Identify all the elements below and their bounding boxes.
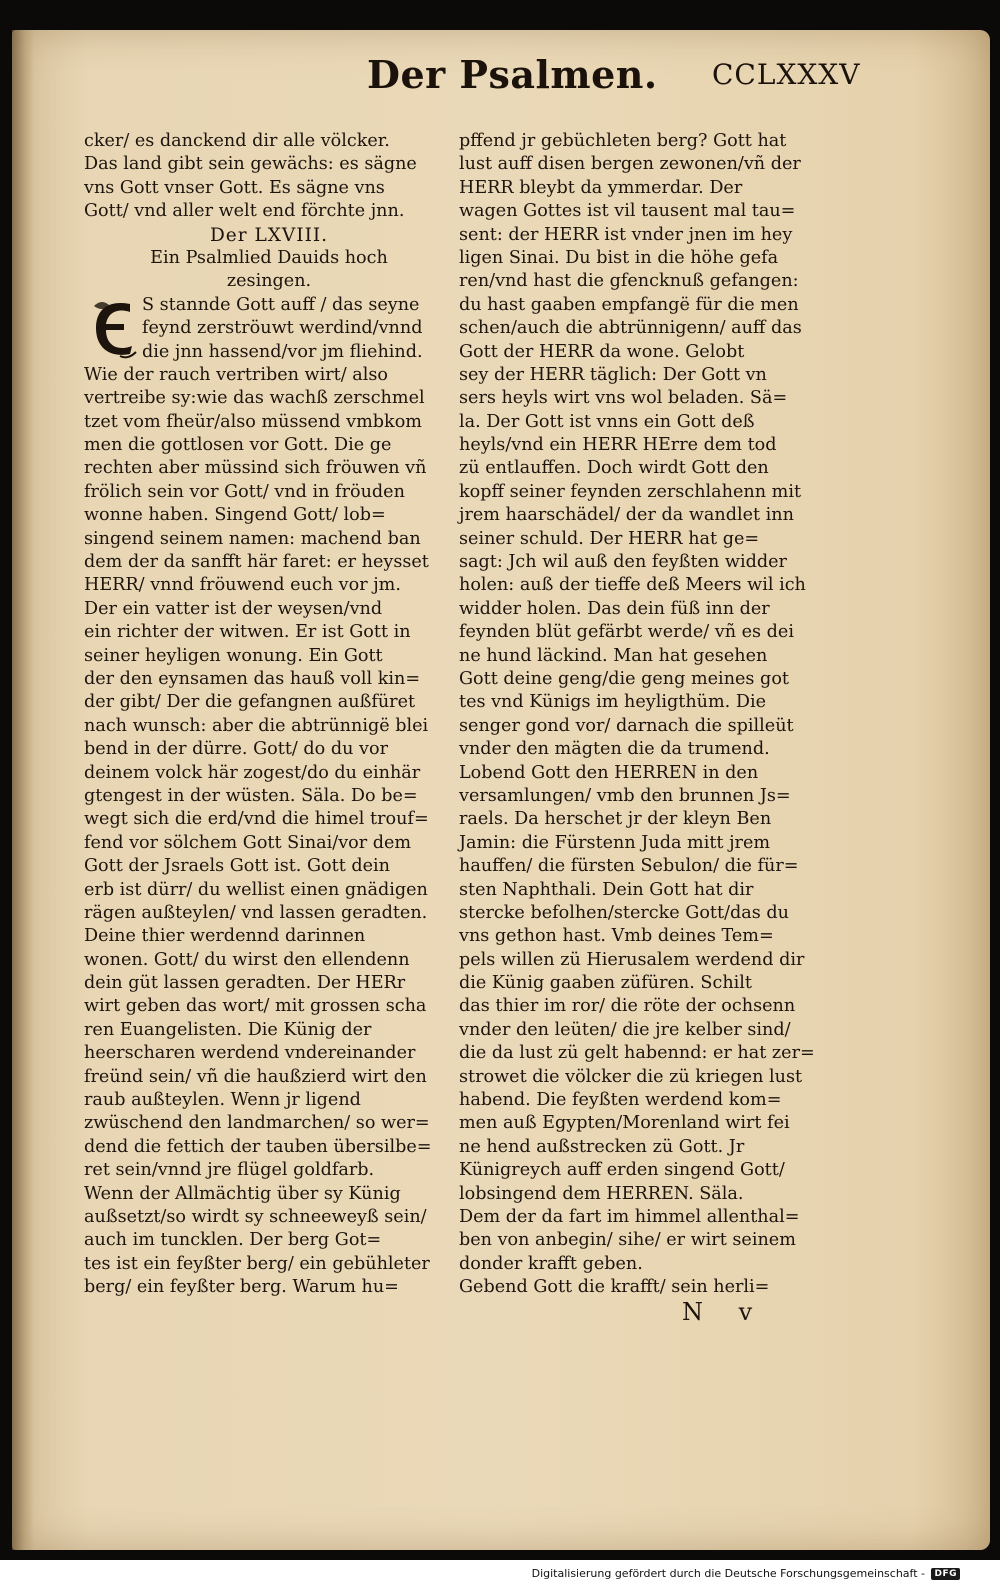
left-text-column (84, 130, 454, 1300)
text-line: deinem volck här zogest/do du einhär (84, 762, 421, 783)
text-line: sagt: Jch wil auß den feyßten widder (459, 552, 787, 573)
text-line: hauffen/ die fürsten Sebulon/ die für= (459, 856, 799, 877)
text-line: vns Gott vnser Gott. Es sägne vns (84, 177, 385, 198)
text-line: gtengest in der wüsten. Säla. Do be= (84, 785, 418, 806)
text-line: senger gond vor/ darnach die spilleüt (459, 715, 794, 736)
page-binding-shadow (12, 30, 34, 1550)
text-line: zü entlauffen. Doch wirdt Gott den (459, 458, 769, 479)
text-line: versamlungen/ vmb den brunnen Js= (459, 785, 791, 806)
text-line: widder holen. Das dein füß inn der (459, 598, 770, 619)
text-line: Gott der HERR da wone. Gelobt (459, 341, 745, 362)
text-line: berg/ ein feyßter berg. Warum hu= (84, 1277, 399, 1298)
text-line: HERR bleybt da ymmerdar. Der (459, 177, 743, 198)
right-text-column (459, 130, 829, 1300)
text-line: jrem haarschädel/ der da wandlet inn (459, 505, 794, 526)
text-line: donder krafft geben. (459, 1253, 643, 1274)
text-line: frölich sein vor Gott/ vnd in fröuden (84, 481, 405, 502)
text-line: men auß Egypten/Morenland wirt fei (459, 1113, 790, 1134)
text-line: HERR/ vnnd fröuwend euch vor jm. (84, 575, 401, 596)
text-line: ein richter der witwen. Er ist Gott in (84, 622, 411, 643)
text-line: pels willen zü Hierusalem werdend dir (459, 949, 805, 970)
text-line: singend seinem namen: machend ban (84, 528, 421, 549)
running-head-title: Der Psalmen. (367, 52, 658, 97)
psalm-title-line: zesingen. (226, 271, 312, 292)
text-line: der gibt/ Der die gefangnen außfüret (84, 692, 416, 713)
text-line: pffend jr gebüchleten berg? Gott hat (459, 131, 787, 151)
text-line: sent: der HERR ist vnder jnen im hey (459, 224, 793, 245)
text-line: dend die fettich der tauben übersilbe= (84, 1136, 432, 1157)
text-line: freünd sein/ vñ die haußzierd wirt den (84, 1066, 427, 1087)
text-line: vnder den leüten/ die jre kelber sind/ (459, 1019, 791, 1040)
text-line: wirt geben das wort/ mit grossen scha (84, 996, 427, 1017)
text-line: nach wunsch: aber die abtrünnigë blei (84, 715, 429, 736)
signature-mark: N v (682, 1298, 767, 1326)
text-line: Künigreych auff erden singend Gott/ (459, 1160, 785, 1181)
text-line: feynd zerströuwt werdind/vnnd (142, 318, 423, 339)
text-line: lobsingend dem HERREN. Säla. (459, 1183, 744, 1204)
decorated-initial-e-icon (90, 298, 138, 360)
text-line: Das land gibt sein gewächs: es sägne (84, 154, 417, 175)
text-line: Wenn der Allmächtig über sy Künig (84, 1183, 401, 1204)
text-line: das thier im ror/ die röte der ochsenn (459, 996, 796, 1017)
text-line: zwüschend den landmarchen/ so wer= (84, 1113, 430, 1134)
text-line: schen/auch die abtrünnigenn/ auff das (459, 318, 802, 339)
dfg-footer (532, 1567, 960, 1580)
text-line: Lobend Gott den HERREN in den (459, 762, 759, 783)
text-line: rägen außteylen/ vnd lassen geradten. (84, 902, 428, 923)
text-line: ne hund läckind. Man hat gesehen (459, 645, 768, 666)
text-line: rechten aber müssind sich fröuwen vñ (84, 458, 427, 479)
running-head (12, 52, 990, 112)
text-line: ren/vnd hast die gfencknuß gefangen: (459, 271, 799, 292)
text-line: dem der da sanfft här faret: er heysset (84, 552, 429, 573)
text-line: ligen Sinai. Du bist in die höhe gefa (459, 247, 779, 268)
text-line: vnder den mägten die da trumend. (459, 739, 770, 760)
text-line: du hast gaaben empfangë für die men (459, 294, 799, 315)
text-line: ne hend außstrecken zü Gott. Jr (459, 1136, 745, 1157)
text-line: dein güt lassen geradten. Der HERr (84, 973, 406, 994)
text-line: men die gottlosen vor Gott. Die ge (84, 435, 392, 456)
text-line: fend vor sölchem Gott Sinai/vor dem (84, 832, 412, 853)
text-line: la. Der Gott ist vnns ein Gott deß (459, 411, 755, 432)
text-line: raub außteylen. Wenn jr ligend (84, 1090, 361, 1111)
text-line: lust auff disen bergen zewonen/vñ der (459, 154, 801, 175)
text-line: vns gethon hast. Vmb deines Tem= (459, 926, 774, 947)
text-line: wonen. Gott/ du wirst den ellendenn (84, 949, 410, 970)
text-line: auch im tuncklen. Der berg Got= (84, 1230, 382, 1251)
text-line: seiner schuld. Der HERR hat ge= (459, 528, 760, 549)
text-line: strowet die völcker die zü kriegen lust (459, 1066, 803, 1087)
text-line: habend. Die feyßten werdend kom= (459, 1090, 782, 1111)
psalm-number: Der LXVIII. (209, 224, 329, 246)
text-line: stercke befolhen/stercke Gott/das du (459, 902, 789, 923)
book-page (12, 30, 990, 1550)
text-line: wagen Gottes ist vil tausent mal tau= (459, 201, 796, 222)
text-line: sey der HERR täglich: Der Gott vn (459, 364, 767, 385)
text-line: die Künig gaaben züfüren. Schilt (459, 973, 752, 994)
text-line: ren Euangelisten. Die Künig der (84, 1019, 372, 1040)
dfg-logo: DFG (931, 1568, 960, 1580)
text-line: Gott/ vnd aller welt end förchte jnn. (84, 201, 405, 222)
text-line: ret sein/vnnd jre flügel goldfarb. (84, 1160, 375, 1181)
text-line: Gebend Gott die krafft/ sein herli= (459, 1277, 770, 1298)
text-line: Wie der rauch vertriben wirt/ also (84, 364, 388, 385)
text-line: holen: auß der tieffe deß Meers wil ich (459, 575, 806, 596)
text-line: tes vnd Künigs im heyligthüm. Die (459, 692, 767, 713)
text-line: cker/ es danckend dir alle völcker. (84, 131, 390, 151)
text-line: sers heyls wirt vns wol beladen. Sä= (459, 388, 788, 409)
footer-text: Digitalisierung gefördert durch die Deutsche Forschungsgemeinschaft - (531, 1567, 925, 1580)
text-line: kopff seiner feynden zerschlahenn mit (459, 481, 802, 502)
text-line: bend in der dürre. Gott/ do du vor (84, 739, 388, 760)
text-line: wegt sich die erd/vnd die himel trouf= (84, 809, 429, 830)
text-line: ben von anbegin/ sihe/ er wirt seinem (459, 1230, 796, 1251)
text-line: die da lust zü gelt habennd: er hat zer= (459, 1043, 815, 1064)
text-line: sten Naphthali. Dein Gott hat dir (459, 879, 754, 900)
text-line: Der ein vatter ist der weysen/vnd (84, 598, 383, 619)
text-line: die jnn hassend/vor jm fliehind. (142, 341, 423, 362)
text-line: feynden blüt gefärbt werde/ vñ es dei (459, 622, 794, 643)
text-line: Gott deine geng/die geng meines got (459, 668, 789, 689)
text-line: außsetzt/so wirdt sy schneeweyß sein/ (84, 1206, 427, 1227)
text-line: Gott der Jsraels Gott ist. Gott dein (84, 856, 391, 877)
text-line: vertreibe sy:wie das wachß zerschmel (84, 388, 425, 409)
folio-number: CCLXXXV (712, 58, 861, 91)
text-line: tzet vom fheür/also müssend vmbkom (84, 411, 422, 432)
text-line: erb ist dürr/ du wellist einen gnädigen (84, 879, 428, 900)
text-line: tes ist ein feyßter berg/ ein gebühleter (84, 1253, 430, 1274)
text-line: S stannde Gott auff / das seyne (142, 294, 420, 315)
text-line: wonne haben. Singend Gott/ lob= (84, 505, 386, 526)
text-line: seiner heyligen wonung. Ein Gott (84, 645, 383, 666)
text-line: Jamin: die Fürstenn Juda mitt jrem (459, 832, 771, 853)
text-line: heyls/vnd ein HERR HErre dem tod (459, 435, 777, 456)
text-line: Deine thier werdennd darinnen (84, 926, 366, 947)
text-line: raels. Da herschet jr der kleyn Ben (459, 809, 772, 830)
text-line: heerscharen werdend vndereinander (84, 1043, 416, 1064)
text-line: der den eynsamen das hauß voll kin= (84, 668, 421, 689)
text-line: Dem der da fart im himmel allenthal= (459, 1206, 800, 1227)
psalm-title-line: Ein Psalmlied Dauids hoch (150, 247, 388, 268)
